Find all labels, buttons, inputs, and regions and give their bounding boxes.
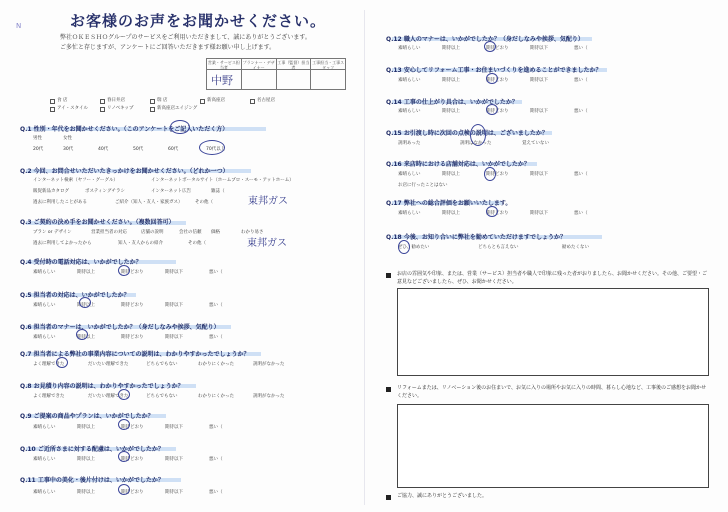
q3-option[interactable]: 過去に利用してよかったから bbox=[33, 241, 92, 246]
comment2-prompt: リフォームまたは、リノベーション後のお住まいで、お気に入りの場所やお気に入りの時間、暮らし心地など、工事後のご感想をお聞かせください。 bbox=[397, 385, 707, 399]
scale-option[interactable]: 期待以下 bbox=[530, 172, 548, 177]
q18-option[interactable]: どちらとも言えない bbox=[478, 245, 519, 250]
staff-head-sales: 営業・サービス担当者 bbox=[207, 60, 240, 70]
q2-option[interactable]: ご紹介（知人・友人・家族ガス） bbox=[115, 200, 183, 205]
store-label: 瑞 店 bbox=[157, 98, 168, 103]
q2-option[interactable]: 過去に利用したことがある bbox=[33, 200, 87, 205]
scale-option[interactable]: 期待どおり bbox=[486, 46, 509, 51]
scale-option[interactable]: 悪い（ bbox=[574, 172, 588, 177]
q8-scale bbox=[33, 393, 285, 399]
age-option[interactable]: 40代 bbox=[98, 147, 109, 152]
scale-option[interactable]: 期待以下 bbox=[165, 490, 183, 495]
scale-option[interactable]: 期待以下 bbox=[165, 270, 183, 275]
selection-circle bbox=[486, 104, 498, 115]
selection-circle bbox=[118, 484, 130, 495]
store-option[interactable] bbox=[150, 105, 200, 113]
q3-option[interactable]: 営業担当者の対応 bbox=[91, 230, 127, 235]
q3-label: Q.3 ご契約の決め手をお聞かせください。（複数回答可） bbox=[20, 219, 175, 226]
q7-label: Q.7 担当者による弊社の事業内容についての説明は、わかりやすかったでしょうか？ bbox=[20, 351, 250, 358]
q3-option[interactable]: 知人・友人からの紹介 bbox=[118, 241, 163, 246]
staff-table bbox=[206, 58, 346, 90]
scale-option[interactable]: 期待以上 bbox=[442, 46, 460, 51]
age-option[interactable]: 50代 bbox=[133, 147, 144, 152]
scale-option[interactable]: 期待以上 bbox=[442, 109, 460, 114]
q17-label: Q.17 弊社への総合評価をお願いいたします。 bbox=[386, 200, 512, 207]
store-label: 食 店 bbox=[57, 98, 68, 103]
corner-mark: N bbox=[16, 22, 22, 30]
scale-option[interactable]: 素晴らしい bbox=[398, 211, 421, 216]
gender-option[interactable]: 女性 bbox=[63, 136, 72, 141]
scale-option[interactable]: 期待以下 bbox=[165, 425, 183, 430]
column-divider bbox=[364, 10, 365, 505]
scale-option[interactable]: 期待以上 bbox=[77, 303, 95, 308]
selection-circle bbox=[79, 297, 91, 308]
selection-circle bbox=[76, 329, 88, 340]
q15-option[interactable]: 説明はなかった bbox=[460, 141, 492, 146]
bullet-square bbox=[386, 495, 391, 500]
scale-option[interactable]: 期待以上 bbox=[77, 490, 95, 495]
q3-option[interactable]: 価格 bbox=[211, 230, 220, 235]
checkbox[interactable] bbox=[150, 99, 155, 104]
checkbox[interactable] bbox=[50, 99, 55, 104]
scale-option[interactable]: 期待以上 bbox=[77, 457, 95, 462]
scale-option[interactable]: 悪い（ bbox=[209, 490, 223, 495]
q16-label: Q.16 来店時における店舗対応は、いかがでしたか？ bbox=[386, 161, 530, 168]
q3-row2 bbox=[33, 240, 206, 246]
scale-option[interactable]: 期待どおり bbox=[121, 490, 144, 495]
selection-circle bbox=[484, 41, 496, 52]
q13-label: Q.13 安心してリフォーム工事・お住まいづくりを進めることができましたか？ bbox=[386, 67, 602, 74]
store-label: 新高座店エイジング bbox=[157, 106, 198, 111]
scale-option[interactable]: 期待以上 bbox=[77, 425, 95, 430]
staff-col-worker bbox=[311, 59, 345, 89]
q3-option[interactable]: 会社の信頼 bbox=[179, 230, 202, 235]
scale-option[interactable]: 期待どおり bbox=[121, 335, 144, 340]
checkbox[interactable] bbox=[50, 107, 55, 112]
selection-circle bbox=[170, 120, 190, 134]
store-label: 新高座店 bbox=[207, 98, 225, 103]
checkbox[interactable] bbox=[250, 99, 255, 104]
comment1-textarea[interactable] bbox=[397, 288, 709, 376]
scale-option[interactable]: 素晴らしい bbox=[398, 46, 421, 51]
scale-option[interactable]: 期待どおり bbox=[486, 109, 509, 114]
scale-option[interactable]: 期待以上 bbox=[77, 270, 95, 275]
selection-circle bbox=[118, 451, 130, 462]
scale-option[interactable]: 悪い（ bbox=[209, 457, 223, 462]
q9-label: Q.9 ご提案の商品やプランは、いかがでしたか？ bbox=[20, 413, 154, 420]
selection-circle bbox=[118, 389, 130, 400]
bullet-square bbox=[386, 273, 391, 278]
scale-option[interactable]: 悪い（ bbox=[574, 109, 588, 114]
store-label: 名古屋店 bbox=[257, 98, 275, 103]
age-option[interactable]: 20代 bbox=[33, 147, 44, 152]
q4-label: Q.4 受付時の電話対応は、いかがでしたか？ bbox=[20, 259, 142, 266]
staff-col-sales bbox=[207, 59, 242, 89]
understand-option[interactable]: よく理解できた bbox=[33, 394, 65, 399]
q3-row1 bbox=[33, 229, 264, 235]
scale-option[interactable]: 素晴らしい bbox=[398, 172, 421, 177]
q6-label: Q.6 担当者のマナーは、いかがでしたか？（身だしなみや挨拶、気配り） bbox=[20, 324, 220, 331]
scale-option[interactable]: 悪い（ bbox=[209, 425, 223, 430]
store-option[interactable] bbox=[50, 97, 100, 105]
q2-option[interactable]: 雑誌（ bbox=[211, 189, 225, 194]
scale-option[interactable]: 素晴らしい bbox=[33, 303, 56, 308]
scale-option[interactable]: 期待どおり bbox=[486, 78, 509, 83]
scale-option[interactable]: 素晴らしい bbox=[398, 109, 421, 114]
age-option-selected[interactable]: 70代以上 bbox=[206, 147, 226, 152]
intro-line-1: 弊社ＯＫＥＳＨＯグループのサービスをご利用いただきまして、誠にありがとうございます。 bbox=[60, 34, 311, 41]
scale-option[interactable]: 期待どおり bbox=[121, 457, 144, 462]
q2-option[interactable]: インターネットポータルサイト（ホームプロ・スーモ・アットホーム） bbox=[151, 178, 294, 183]
q10-label: Q.10 ご近所さまに対する配慮は、いかがでしたか？ bbox=[20, 446, 164, 453]
scale-option[interactable]: 期待以上 bbox=[442, 78, 460, 83]
staff-head-worker: 工事担当・工事スタッフ bbox=[312, 60, 345, 70]
scale-option[interactable]: 期待以下 bbox=[165, 457, 183, 462]
store-checklist bbox=[50, 97, 320, 113]
q8-label: Q.8 お見積り内容の説明は、わかりやすかったでしょうか？ bbox=[20, 383, 184, 390]
q1-gender bbox=[33, 135, 72, 141]
q15-option[interactable]: 覚えていない bbox=[522, 141, 549, 146]
selection-circle bbox=[56, 357, 68, 368]
comment1-prompt: お店の雰囲気や印象、または、営業（サービス）担当者や職人で印象に残った者がおりましたら、お聞かせください。その他、ご要望・ご意見などございましたら、ぜひ、お聞かせください。 bbox=[397, 271, 708, 285]
checkbox[interactable] bbox=[200, 99, 205, 104]
q6-scale bbox=[33, 334, 223, 340]
staff-col-planner bbox=[242, 59, 277, 89]
scale-option[interactable]: 期待以下 bbox=[530, 46, 548, 51]
gender-option[interactable]: 男性 bbox=[33, 136, 42, 141]
q5-scale bbox=[33, 302, 223, 308]
q2-row3 bbox=[33, 199, 213, 205]
store-option[interactable] bbox=[150, 97, 200, 105]
store-option[interactable] bbox=[200, 97, 250, 105]
q14-label: Q.14 工事の仕上がり具合は、いかがでしたか？ bbox=[386, 99, 518, 106]
selection-circle bbox=[486, 206, 498, 217]
understand-option[interactable]: わかりにくかった bbox=[198, 394, 234, 399]
q2-option[interactable]: インターネット検索（ヤフー・グーグル） bbox=[33, 178, 118, 183]
q18-options bbox=[398, 244, 589, 250]
understand-option[interactable]: だいたい理解できた bbox=[88, 362, 129, 367]
q1-ages bbox=[33, 146, 225, 152]
q3-other-handwritten: 東邦ガス bbox=[247, 238, 287, 249]
q2-other-handwritten: 東邦ガス bbox=[248, 196, 288, 207]
understand-option[interactable]: 説明がなかった bbox=[253, 362, 285, 367]
selection-circle bbox=[118, 419, 130, 430]
q3-option-other[interactable]: その他（ bbox=[188, 241, 206, 246]
scale-option[interactable]: 期待以上 bbox=[442, 172, 460, 177]
scale-option[interactable]: 素晴らしい bbox=[33, 335, 56, 340]
understand-option[interactable]: よく理解できた bbox=[33, 362, 65, 367]
scale-option[interactable]: 素晴らしい bbox=[33, 490, 56, 495]
scale-option[interactable]: 素晴らしい bbox=[33, 425, 56, 430]
scale-option[interactable]: 期待どおり bbox=[486, 211, 509, 216]
staff-head-supervisor: 工事（監督）担当者 bbox=[277, 60, 310, 70]
selection-circle bbox=[118, 265, 130, 276]
scale-option[interactable]: 悪い（ bbox=[209, 270, 223, 275]
scale-option[interactable]: 期待以上 bbox=[442, 211, 460, 216]
q1-label: Q.1 性別・年代をお聞かせください。（このアンケートをご記入いただく方） bbox=[20, 126, 229, 133]
scale-option[interactable]: 悪い（ bbox=[574, 78, 588, 83]
store-option[interactable] bbox=[100, 105, 150, 113]
q2-row2 bbox=[33, 188, 225, 194]
q2-label: Q.2 今回、お問合せいただいたきっかけをお聞かせください。（どれか一つ） bbox=[20, 168, 229, 175]
staff-col-supervisor bbox=[277, 59, 312, 89]
understand-option[interactable]: どちらでもない bbox=[146, 362, 178, 367]
store-label: アイ・スタイル bbox=[57, 106, 89, 111]
q18-label: Q.18 今後、お知り合いに弊社を勧めていただけますでしょうか？ bbox=[386, 234, 566, 241]
staff-head-planner: プランナー・デザイナー bbox=[242, 60, 275, 70]
thanks-text: ご協力、誠にありがとうございました。 bbox=[397, 493, 488, 499]
staff-name-handwritten: 中野 bbox=[211, 74, 233, 87]
page-title: お客様のお声をお聞かせください。 bbox=[70, 12, 327, 30]
scale-option[interactable]: 悪い（ bbox=[574, 211, 588, 216]
scale-option[interactable]: 素晴らしい bbox=[398, 78, 421, 83]
scale-option[interactable]: 期待以下 bbox=[165, 303, 183, 308]
scale-option[interactable]: 期待以上 bbox=[77, 335, 95, 340]
scale-option[interactable]: 期待どおり bbox=[121, 425, 144, 430]
checkbox[interactable] bbox=[150, 107, 155, 112]
store-option[interactable] bbox=[100, 97, 150, 105]
store-option[interactable] bbox=[250, 97, 300, 105]
understand-option[interactable]: だいたい理解できた bbox=[88, 394, 129, 399]
scale-option[interactable]: 期待どおり bbox=[486, 172, 509, 177]
scale-option[interactable]: 素晴らしい bbox=[33, 270, 56, 275]
q18-option[interactable]: 勧めたくない bbox=[562, 245, 589, 250]
scale-option[interactable]: 悪い（ bbox=[209, 335, 223, 340]
selection-circle bbox=[486, 73, 498, 84]
store-option[interactable] bbox=[50, 105, 100, 113]
scale-option[interactable]: 期待以下 bbox=[165, 335, 183, 340]
checkbox[interactable] bbox=[100, 107, 105, 112]
scale-option[interactable]: 悪い（ bbox=[209, 303, 223, 308]
understand-option[interactable]: わかりにくかった bbox=[198, 362, 234, 367]
intro-line-2: ご多忙と存じますが、アンケートにご回答いただきます様お願い申し上げます。 bbox=[60, 44, 276, 51]
scale-option[interactable]: 期待以下 bbox=[530, 109, 548, 114]
selection-circle bbox=[199, 140, 225, 155]
selection-circle bbox=[484, 167, 496, 181]
understand-option[interactable]: どちらでもない bbox=[146, 394, 178, 399]
q16-no-visit[interactable]: お店に行ったことはない bbox=[398, 183, 448, 188]
age-option[interactable]: 30代 bbox=[63, 147, 74, 152]
q2-option-other[interactable]: その他（ bbox=[195, 200, 213, 205]
understand-option[interactable]: 説明がなかった bbox=[253, 394, 285, 399]
q12-label: Q.12 職人のマナーは、いかがでしたか？（身だしなみや挨拶、気配り） bbox=[386, 36, 584, 43]
q15-label: Q.15 お引渡し時に次回の点検の説明は、ございましたか？ bbox=[386, 130, 548, 137]
scale-option[interactable]: 期待どおり bbox=[121, 270, 144, 275]
q3-option[interactable]: わかり易さ bbox=[241, 230, 264, 235]
scale-option[interactable]: 悪い（ bbox=[574, 46, 588, 51]
scale-option[interactable]: 素晴らしい bbox=[33, 457, 56, 462]
age-option[interactable]: 60代 bbox=[168, 147, 179, 152]
q11-label: Q.11 工事中の美化・後片付けは、いかがでしたか？ bbox=[20, 477, 164, 484]
q2-option[interactable]: 販促新品カタログ bbox=[33, 189, 69, 194]
q7-scale bbox=[33, 361, 285, 367]
scale-option[interactable]: 期待以下 bbox=[530, 78, 548, 83]
q3-option[interactable]: プラン or デザイン bbox=[33, 230, 72, 235]
selection-circle bbox=[398, 240, 410, 254]
store-label: 春日井店 bbox=[107, 98, 125, 103]
q2-option[interactable]: ポスティングチラシ bbox=[85, 189, 125, 194]
selection-scribble bbox=[470, 124, 486, 146]
q5-label: Q.5 担当者の対応は、いかがでしたか？ bbox=[20, 292, 130, 299]
bullet-square bbox=[386, 387, 391, 392]
store-label: リノベキップ bbox=[107, 106, 134, 111]
scale-option[interactable]: 期待どおり bbox=[121, 303, 144, 308]
q15-option[interactable]: 説明あった bbox=[398, 141, 421, 146]
q2-row1 bbox=[33, 177, 294, 183]
checkbox[interactable] bbox=[100, 99, 105, 104]
scale-option[interactable]: 期待以下 bbox=[530, 211, 548, 216]
intro-text bbox=[60, 33, 360, 53]
q2-option[interactable]: インターネット広告 bbox=[151, 189, 192, 194]
q3-option[interactable]: 店舗の説明 bbox=[141, 230, 164, 235]
comment2-textarea[interactable] bbox=[397, 404, 709, 488]
q18-option[interactable]: ぜひ、勧めたい bbox=[398, 245, 430, 250]
